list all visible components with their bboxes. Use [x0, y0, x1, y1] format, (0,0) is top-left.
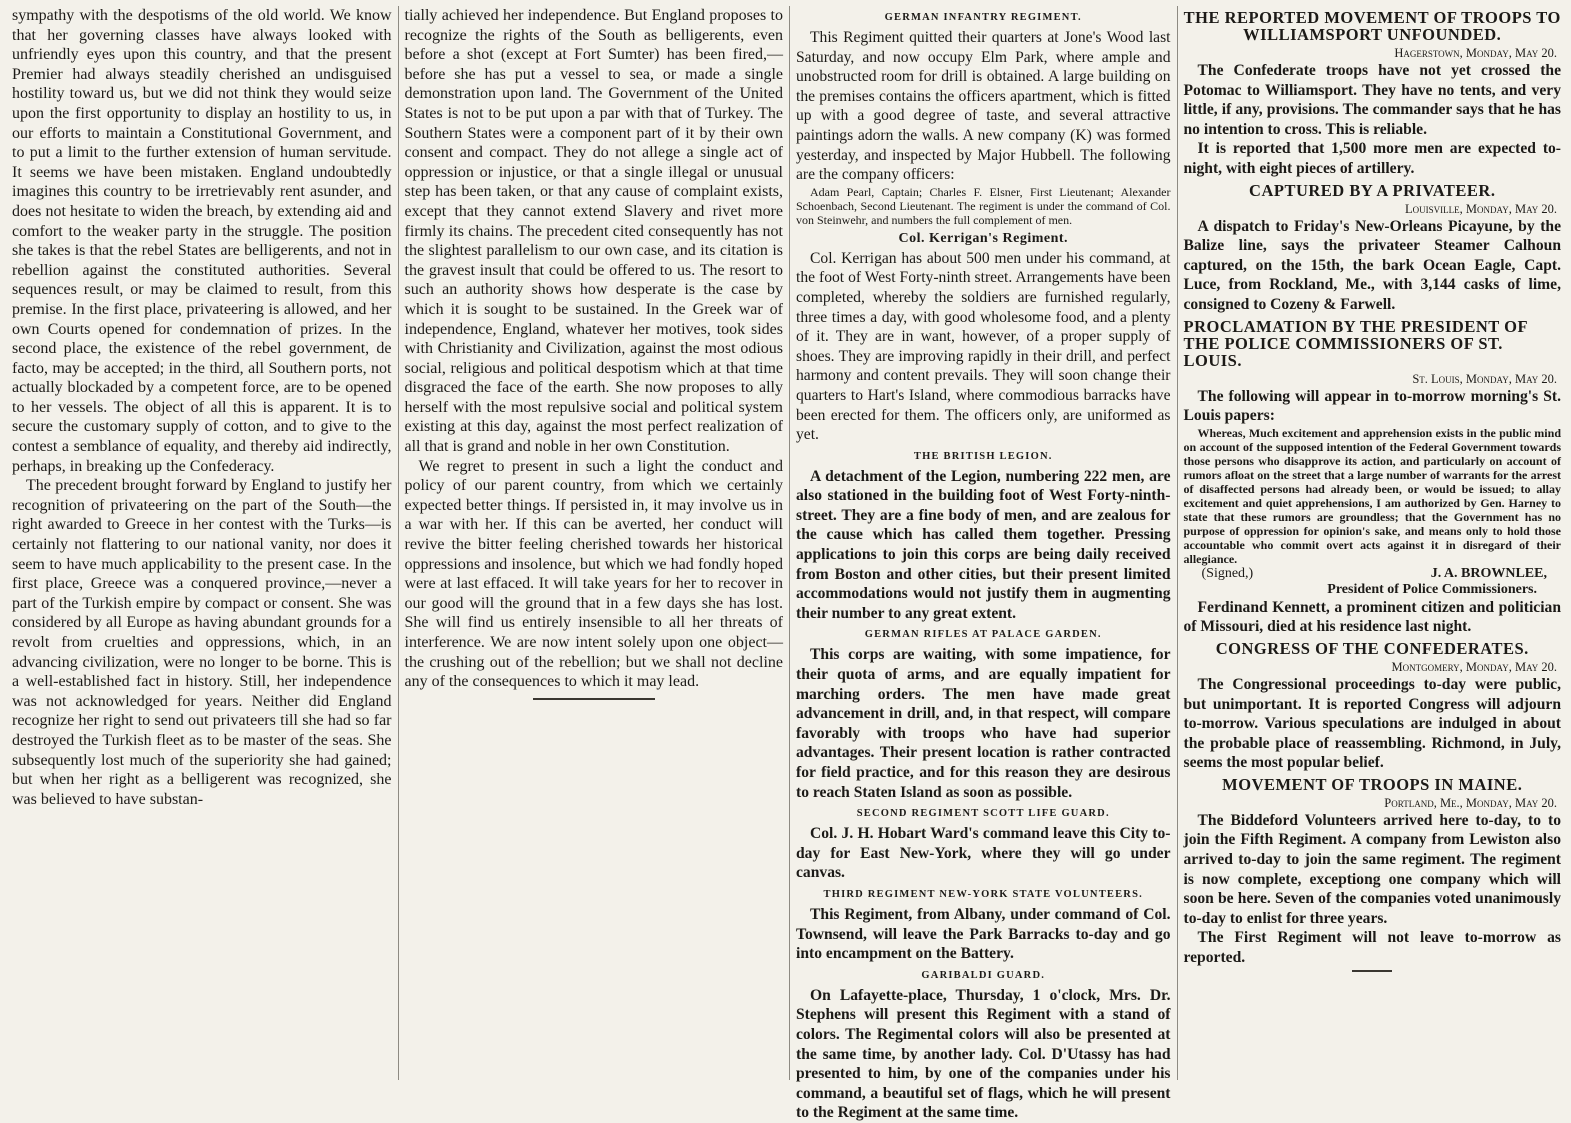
column-2	[398, 6, 790, 1080]
section-heading: SECOND REGIMENT SCOTT LIFE GUARD.	[856, 808, 1110, 820]
dateline: Portland, Me., Monday, May 20.	[1384, 795, 1557, 810]
signer-name: J. A. BROWNLEE,	[1430, 565, 1547, 581]
section-heading: THE BRITISH LEGION.	[913, 450, 1053, 462]
article-paragraph: Whereas, Much excitement and apprehension exists in the public mind on account of the supposed intention of the Federal Government towards those persons who disapprove its action, and particularly on account of rumors afloat on the street that a large number of warrants for the arrest of disaffected persons had already been, or would be issued; to allay excitement and quiet apprehensions, I am authorized by Gen. Harney to state that these rumors are groundless; that the Government has no purpose of oppression for opinion's sake, and means only to hold those accountable who commit overt acts against it in disregard of their allegiance.	[1183, 425, 1561, 566]
article-paragraph: Adam Pearl, Captain; Charles F. Elsner, First Lieutenant; Alexander Schoenbach, Second Lieutenant. The regiment is under the command of Col. von Steinwehr, and numbers the full complement of men.	[796, 184, 1171, 227]
section-heading: CONGRESS OF THE CONFEDERATES.	[1215, 638, 1529, 658]
article-paragraph: Ferdinand Kennett, a prominent citizen and politician of Missouri, died at his residence last night.	[1183, 598, 1561, 636]
dateline: Louisville, Monday, May 20.	[1405, 201, 1557, 216]
column-3	[789, 6, 1177, 1122]
column-4	[1177, 6, 1568, 1080]
signer-title: President of Police Commissioners.	[1327, 581, 1537, 597]
signed-label: (Signed,)	[1201, 565, 1254, 581]
article-paragraph: The Congressional proceedings to-day were public, but unimportant. It is reported Congress will adjourn to-morrow. Various speculations are indulged in about the probable place of reassembling. Richmond, in July, seems the most popular belief.	[1183, 675, 1561, 772]
editorial-paragraph: sympathy with the despotisms of the old world. We know that her governing classes have always looked with unfriendly eyes upon this country, and that the present Premier had always steadily cherished an undisguised hostility toward us, but we did not think they would seize upon the first opportunity to display an hostility to us, in our efforts to maintain a Constitutional Government, and to put a limit to the further extension of human servitude. It seems we have been mistaken. England undoubtedly imagines this country to be irretrievably rent asunder, and does not hesitate to widen the breach, by extending aid and comfort to the weaker party in the struggle. The position she takes is that the rebel States are belligerents, and not in rebellion against the constituted authorities. Several sequences result, or may be claimed to result, from this premise. In the first place, privateering is allowed, and her own Courts opened for condemnation of prizes. In the second place, the existence of the rebel government, de facto, may be accepted; in the third, all Southern ports, not actually blockaded by a competent force, are to be opened to her vessels. The object of all this is apparent. It is to secure the customary supply of cotton, and to give to the contest a semblance of equality, and thereby aid indirectly, perhaps, in breaking up the Confederacy.	[12, 7, 392, 475]
section-heading: PROCLAMATION BY THE PRESIDENT OF THE POLICE COMMISSIONERS OF ST. LOUIS.	[1183, 316, 1528, 370]
section-heading: MOVEMENT OF TROOPS IN MAINE.	[1222, 774, 1523, 794]
editorial-paragraph: We regret to present in such a light the conduct and policy of our parent country, from which we certainly expected better things. If persisted in, it may involve us in a war with her. If this can be averted, her conduct will revive the bitter feeling cherished towards her historical oppressions and insolence, but which we had fondly hoped were at last effaced. It will take years for her to recover in our good will the ground that in a few days she has lost. She will find us entirely insensible to all her threats of interference. We are now intent solely upon one object—the crushing out of the rebellion; but we shall not decline any of the consequences to which it may lead.	[404, 457, 783, 691]
section-heading: GARIBALDI GUARD.	[921, 969, 1046, 981]
article-paragraph: This Regiment, from Albany, under command of Col. Townsend, will leave the Park Barracks to-day and go into encampment on the Battery.	[796, 905, 1171, 963]
dateline: St. Louis, Monday, May 20.	[1412, 371, 1557, 386]
dateline: Montgomery, Monday, May 20.	[1391, 659, 1557, 674]
dateline: Hagerstown, Monday, May 20.	[1394, 46, 1557, 60]
signature-line	[1184, 566, 1562, 582]
article-paragraph: The First Regiment will not leave to-morrow as reported.	[1183, 929, 1561, 967]
article-paragraph: It is reported that 1,500 more men are expected to-night, with eight pieces of artillery.	[1183, 140, 1561, 177]
column-1	[6, 6, 398, 1080]
section-heading: THE REPORTED MOVEMENT OF TROOPS TO WILLIAMSPORT UNFOUNDED.	[1183, 8, 1561, 44]
section-heading: CAPTURED BY A PRIVATEER.	[1249, 180, 1496, 200]
editorial-paragraph: The precedent brought forward by England to justify her recognition of privateering on the part of the South—the right awarded to Greece in her contest with the Turks—is certainly not flattering to our national vanity, nor does it seem to have much applicability to the present case. In the first place, Greece was a conquered province,—never a part of the Turkish empire by compact or consent. She was considered by all Europe as having abundant grounds for a revolt from cruelties and oppressions, which, in an advancing civilization, were no longer to be borne. This is a well-established fact in history. Still, her independence was not acknowledged for years. Neither did England recognize her right to send out privateers till she had so far destroyed the Turkish fleet as to be master of the seas. She subsequently lost much of the superiority she had gained; but when her right as a belligerent was recognized, she was believed to have substan-	[12, 477, 392, 808]
article-paragraph: This corps are waiting, with some impatience, for their quota of arms, and are equally impatient for marching orders. The men have made great advancement in drill, and, in that respect, will compare favorably with troops who have had superior advantages. Their present location is rather contracted for field practice, and for this reason they are desirous to reach Staten Island as soon as possible.	[796, 646, 1171, 801]
section-rule	[533, 698, 655, 700]
section-heading: GERMAN RIFLES AT PALACE GARDEN.	[864, 629, 1102, 641]
article-paragraph: Col. Kerrigan has about 500 men under his command, at the foot of West Forty-ninth street. Arrangements have been completed, whereby the soldiers are furnished regularly, three times a day, with good wholesome food, and a plenty of it. They are in want, however, of a proper supply of shoes. They are improving rapidly in their drill, and perfect harmony and content prevails. They will soon change their quarters to Hart's Island, where commodious barracks have been erected for them. The officers only, are uniformed as yet.	[796, 249, 1171, 444]
article-paragraph: A dispatch to Friday's New-Orleans Picayune, by the Balize line, says the privateer Steamer Calhoun captured, on the 15th, the bark Ocean Eagle, Capt. Luce, from Rockland, Me., with 3,144 casks of lime, consigned to Cozeny & Farwell.	[1183, 217, 1561, 313]
article-paragraph: On Lafayette-place, Thursday, 1 o'clock, Mrs. Dr. Stephens will present this Regiment with a stand of colors. The Regimental colors will also be presented at the same time, by another lady. Col. D'Utassy has had presented to him, by one of the companies under his command, a beautiful set of flags, which he will present to the Regiment at the same time.	[796, 986, 1171, 1122]
article-paragraph: The Biddeford Volunteers arrived here to-day, to to join the Fifth Regiment. A company from Lewiston also arrived to-day to join the same regiment. The regiment is now complete, exceptiong one company which will soon be here. Seven of the companies voted unanimously to-day to enlist for three years.	[1183, 811, 1561, 927]
article-paragraph: This Regiment quitted their quarters at Jone's Wood last Saturday, and now occupy Elm Park, where ample and unobstructed room for drill is obtained. A large building on the premises contains the officers apartment, which is fitted up with a good degree of taste, and several attractive paintings adorn the walls. A new company (K) was formed yesterday, and inspected by Major Hubbell. The following are the company officers:	[796, 29, 1171, 184]
article-paragraph: A detachment of the Legion, numbering 222 men, are also stationed in the building foot of West Forty-ninth-street. They are a fine body of men, and are zealous for the cause which has called them together. Pressing applications to join this corps are being daily received from Boston and other cities, but their present limited accommodations would not justify them in augmenting their number to any great extent.	[796, 467, 1171, 622]
section-heading: Col. Kerrigan's Regiment.	[898, 230, 1069, 246]
article-paragraph: The Confederate troops have not yet crossed the Potomac to Williamsport. They have no tents, and very little, if any, provisions. The commander says that he has no intention to cross. This is reliable.	[1183, 62, 1561, 138]
article-paragraph: Col. J. H. Hobart Ward's command leave this City to-day for East New-York, where they will go under canvas.	[796, 825, 1171, 882]
section-heading: THIRD REGIMENT NEW-YORK STATE VOLUNTEERS.	[823, 888, 1143, 900]
editorial-paragraph: tially achieved her independence. But England proposes to recognize the rights of the South as belligerents, even before a shot (except at Fort Sumter) has been fired,—before she has put a vessel to sea, or made a single demonstration upon land. The Government of the United States is not to be put upon a par with that of Turkey. The Southern States were a component part of it by their own consent and compact. They do not allege a single act of oppression or injustice, or that a single illegal or unusual step has been taken, or that any cause of complaint exists, except that they cannot extend Slavery and rivet more firmly its chains. The precedent cited consequently has not the slightest parallelism to our own case, and its citation is the gravest insult that could be offered to us. The resort to such an authority shows how desperate is the case by which it is sought to be sustained. In the Greek war of independence, England, whatever her motives, took sides with Christianity and Civilization, against the most odious social, religious and political despotism which at that time disgraced the face of the earth. She now proposes to ally herself with the most repulsive social and political system existing at this day, against the most perfect realization of all that is grand and noble in her own Constitution.	[404, 7, 783, 456]
section-rule	[1352, 970, 1392, 972]
article-paragraph: The following will appear in to-morrow morning's St. Louis papers:	[1183, 387, 1561, 425]
section-heading: GERMAN INFANTRY REGIMENT.	[884, 12, 1082, 23]
